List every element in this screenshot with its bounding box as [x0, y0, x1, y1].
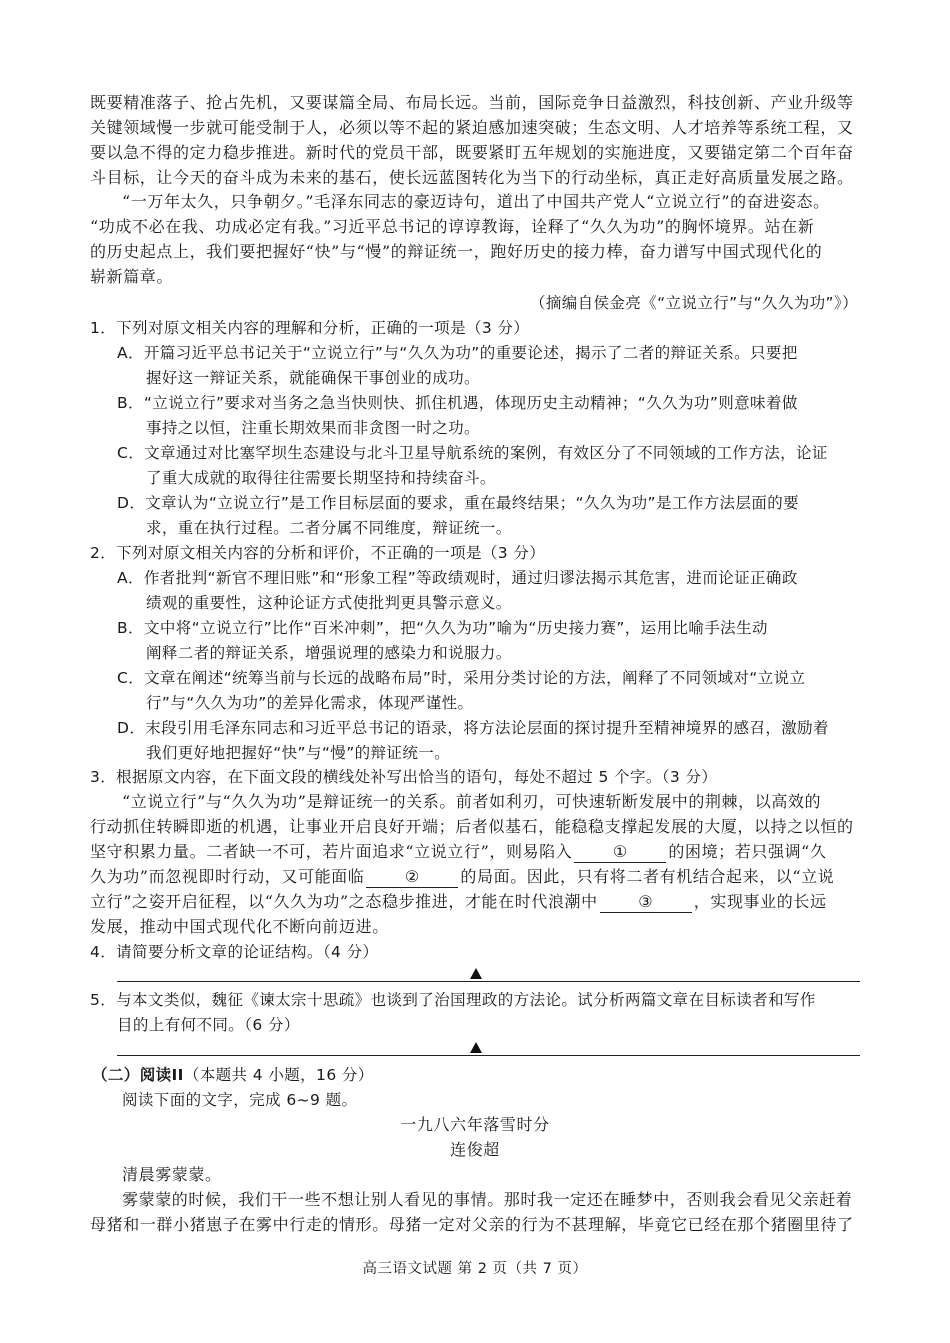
q1-option-b-cont: 事持之以恒，注重长期效果而非贪图一时之功。 [146, 419, 480, 437]
q2-option-d: D．末段引用毛泽东同志和习近平总书记的语录，将方法论层面的探讨提升至精神境界的感召，激励着 [117, 719, 829, 737]
q2-option-a: A．作者批判“新官不理旧账”和“形象工程”等政绩观时，通过归谬法揭示其危害，进而论证正确政 [117, 569, 798, 587]
q2-option-c-cont: 行”与“久久为功”的差异化需求，体现严谨性。 [146, 694, 474, 712]
section-2-instruction: 阅读下面的文字，完成 6~9 题。 [122, 1091, 358, 1109]
q3-text: ，实现事业的长远 [693, 892, 827, 911]
fill-blank-1[interactable]: ① [574, 842, 666, 863]
section-2-heading [92, 1063, 862, 1088]
q2-option-a-cont: 绩观的重要性，这种论证方式使批判更具警示意义。 [146, 594, 512, 612]
article-paragraph: 母猪和一群小猪崽子在雾中行走的情形。母猪一定对父亲的行为不甚理解，毕竟它已经在那个猪圈里待了 [90, 1215, 854, 1234]
article-paragraph: 雾蒙蒙的时候，我们干一些不想让别人看见的事情。那时我一定还在睡梦中，否则我会看见父亲赶着 [122, 1190, 853, 1209]
q2-option-b-cont: 阐释二者的辩证关系，增强说理的感染力和说服力。 [146, 644, 512, 662]
passage-line: “功成不必在我、功成必定有我。”习近平总书记的谆谆教诲，诠释了“久久为功”的胸怀境界。站在新 [90, 217, 815, 236]
q3-passage-line [90, 865, 860, 890]
passage-line: 既要精准落子、抢占先机，又要谋篇全局、布局长远。当前，国际竞争日益激烈，科技创新、产业升级等 [90, 93, 854, 112]
answer-line-q4[interactable] [117, 981, 860, 982]
source-citation: （摘编自侯金亮《“立说立行”与“久久为功”》） [529, 294, 858, 312]
section-2-label: （二）阅读II [92, 1066, 184, 1084]
q3-passage-line: 发展，推动中国式现代化不断向前迈进。 [90, 917, 389, 936]
passage-line: 要以急不得的定力稳步推进。新时代的党员干部，既要紧盯五年规划的实施进度，又要锚定第二个百年奋 [90, 143, 854, 162]
fill-blank-2[interactable]: ② [366, 867, 458, 888]
q1-option-c: C．文章通过对比塞罕坝生态建设与北斗卫星导航系统的案例，有效区分了不同领域的工作方法，论证 [117, 444, 828, 462]
q3-text: 的困境；若只强调“久 [668, 842, 827, 861]
passage-line: 崭新篇章。 [90, 267, 174, 286]
q1-option-a: A．开篇习近平总书记关于“立说立行”与“久久为功”的重要论述，揭示了二者的辩证关系。只要把 [117, 344, 798, 362]
answer-marker-icon [470, 968, 482, 979]
q2-option-c: C．文章在阐述“统筹当前与长远的战略布局”时，采用分类讨论的方法，阐释了不同领域对“立说立 [117, 669, 806, 687]
passage-line: “一万年太久，只争朝夕。”毛泽东同志的豪迈诗句，道出了中国共产党人“立说立行”的奋进姿态。 [122, 192, 830, 211]
q2-option-b: B．文中将“立说立行”比作“百米冲刺”，把“久久为功”喻为“历史接力赛”，运用比喻手法生动 [117, 619, 768, 637]
q3-passage-line [90, 840, 860, 865]
q1-option-d-cont: 求，重在执行过程。二者分属不同维度，辩证统一。 [146, 519, 512, 537]
passage-line: 关键领域慢一步就可能受制于人，必须以等不起的紧迫感加速突破；生态文明、人才培养等系统工程，又 [90, 118, 854, 137]
answer-marker-icon [470, 1042, 482, 1053]
q1-option-a-cont: 握好这一辩证关系，就能确保干事创业的成功。 [146, 369, 480, 387]
question-1-stem: 1．下列对原文相关内容的理解和分析，正确的一项是（3 分） [90, 319, 530, 337]
question-5-stem: 5．与本文类似，魏征《谏太宗十思疏》也谈到了治国理政的方法论。试分析两篇文章在目标读者和写作 [90, 991, 816, 1009]
passage-line: 斗目标，让今天的奋斗成为未来的基石，使长远蓝图转化为当下的行动坐标，真正走好高质量发展之路。 [90, 168, 854, 187]
q1-option-c-cont: 了重大成就的取得往往需要长期坚持和持续奋斗。 [146, 469, 496, 487]
q3-passage-line: “立说立行”与“久久为功”是辩证统一的关系。前者如利刃，可快速斩断发展中的荆棘，以高效的 [122, 792, 822, 811]
article-title: 一九八六年落雪时分 [400, 1115, 550, 1134]
q3-text: 坚守积累力量。二者缺一不可，若片面追求“立说立行”，则易陷入 [90, 842, 573, 861]
q1-option-b: B．“立说立行”要求对当务之急当快则快、抓住机遇，体现历史主动精神；“久久为功”则意味着做 [117, 394, 798, 412]
answer-line-q5[interactable] [117, 1055, 860, 1056]
section-2-info: （本题共 4 小题，16 分） [183, 1066, 374, 1084]
article-paragraph: 清晨雾蒙蒙。 [122, 1165, 222, 1184]
question-2-stem: 2．下列对原文相关内容的分析和评价，不正确的一项是（3 分） [90, 544, 546, 562]
article-author: 连俊超 [450, 1140, 500, 1159]
page-footer: 高三语文试题 第 2 页（共 7 页） [362, 1261, 588, 1277]
q1-option-d: D．文章认为“立说立行”是工作目标层面的要求，重在最终结果；“久久为功”是工作方法层面的要 [117, 494, 800, 512]
q3-text: 久为功”而忽视即时行动，又可能面临 [90, 867, 365, 886]
question-3-stem: 3．根据原文内容，在下面文段的横线处补写出恰当的语句，每处不超过 5 个字。（3 分） [90, 768, 718, 786]
fill-blank-3[interactable]: ③ [600, 892, 692, 913]
passage-line: 的历史起点上，我们要把握好“快”与“慢”的辩证统一，跑好历史的接力棒，奋力谱写中国式现代化的 [90, 242, 823, 261]
question-5-stem-cont: 目的上有何不同。（6 分） [117, 1016, 300, 1034]
q3-passage-line: 行动抓住转瞬即逝的机遇，让事业开启良好开端；后者似基石，能稳稳支撑起发展的大厦，以持之以恒的 [90, 817, 854, 836]
q3-passage-line [90, 890, 860, 915]
q2-option-d-cont: 我们更好地把握好“快”与“慢”的辩证统一。 [146, 744, 451, 762]
q3-text: 的局面。因此，只有将二者有机结合起来，以“立说 [460, 867, 835, 886]
question-4-stem: 4．请简要分析文章的论证结构。（4 分） [90, 943, 379, 961]
q3-text: 立行”之姿开启征程，以“久久为功”之态稳步推进，才能在时代浪潮中 [90, 892, 598, 911]
